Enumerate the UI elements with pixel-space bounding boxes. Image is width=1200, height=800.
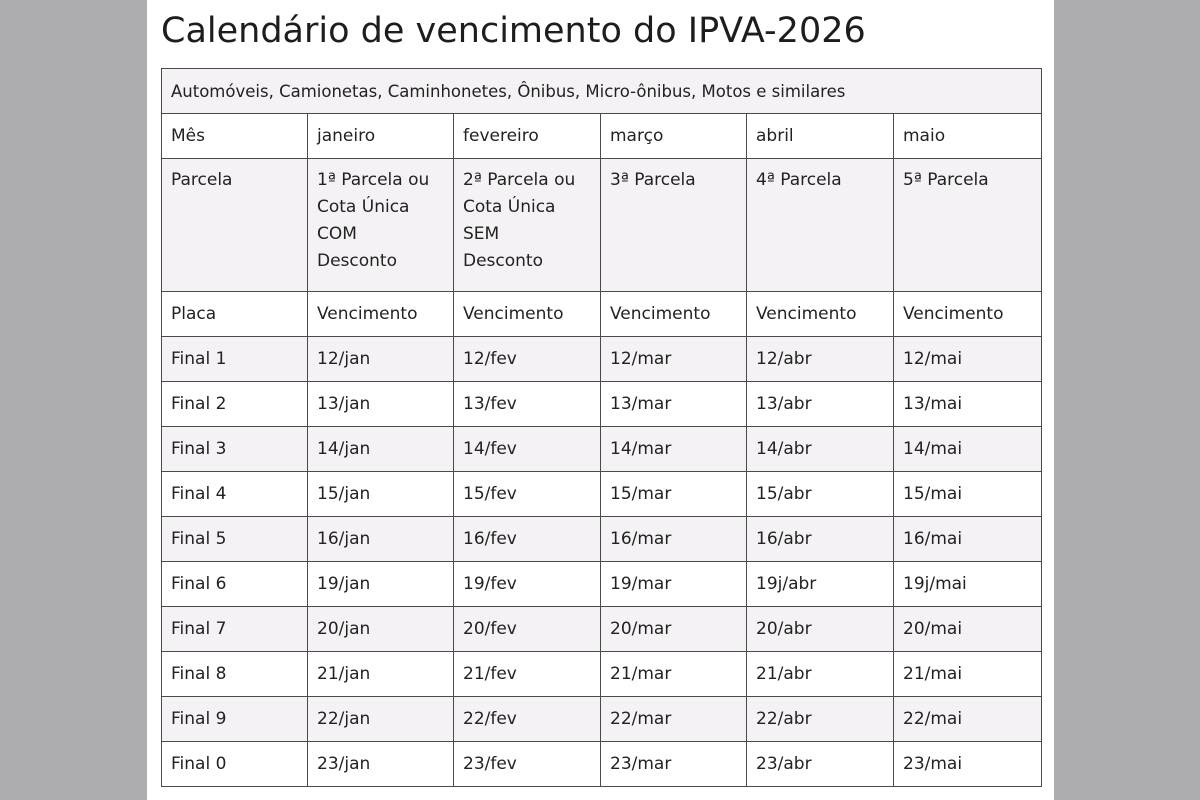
table-row [162,337,1042,382]
due-date-cell: 23/mai [894,742,1042,787]
due-date-cell: 22/jan [308,697,454,742]
due-date-cell: 23/jan [308,742,454,787]
caption-row [162,69,1042,114]
parcela-cell [601,159,747,292]
parcela-cell [308,159,454,292]
due-date-cell: 20/mar [601,607,747,652]
due-date-cell: 20/fev [454,607,601,652]
due-date-cell: 14/mar [601,427,747,472]
parcela-line: 1ª Parcela ou [317,170,430,190]
page-title: Calendário de vencimento do IPVA-2026 [161,11,866,51]
parcela-line: 5ª Parcela [903,170,989,190]
table-row [162,652,1042,697]
due-date-cell: 20/mai [894,607,1042,652]
due-date-cell: 14/abr [747,427,894,472]
due-date-cell: 15/jan [308,472,454,517]
table-row [162,562,1042,607]
month-cell: fevereiro [454,114,601,159]
parcela-line: Cota Única [317,197,410,217]
due-date-cell: 20/jan [308,607,454,652]
due-date-cell: 15/abr [747,472,894,517]
parcela-line: Parcela [171,170,233,190]
due-date-cell: 21/abr [747,652,894,697]
plate-final-cell: Final 2 [162,382,308,427]
month-header-cell: Mês [162,114,308,159]
parcela-line: COM [317,224,357,244]
due-date-cell: 19j/mai [894,562,1042,607]
plate-final-cell: Final 1 [162,337,308,382]
due-date-cell: 22/mar [601,697,747,742]
due-date-cell: 16/abr [747,517,894,562]
due-date-cell: 13/mar [601,382,747,427]
due-date-cell: 13/mai [894,382,1042,427]
vehicle-category-caption: Automóveis, Camionetas, Caminhonetes, Ônibus, Micro-ônibus, Motos e similares [162,69,1042,114]
due-date-cell: 16/mar [601,517,747,562]
due-date-cell: 12/fev [454,337,601,382]
due-date-cell: 12/mar [601,337,747,382]
due-date-cell: 13/jan [308,382,454,427]
month-cell: maio [894,114,1042,159]
ipva-calendar-table [161,68,1042,787]
due-date-cell: 14/jan [308,427,454,472]
due-date-cell: 13/abr [747,382,894,427]
parcela-line: 3ª Parcela [610,170,696,190]
parcela-line: 4ª Parcela [756,170,842,190]
due-date-cell: 23/fev [454,742,601,787]
plate-final-cell: Final 4 [162,472,308,517]
month-cell: abril [747,114,894,159]
placa-header-row [162,292,1042,337]
due-date-cell: 16/jan [308,517,454,562]
due-date-cell: 19j/abr [747,562,894,607]
parcela-line: SEM [463,224,500,244]
due-date-cell: 23/mar [601,742,747,787]
placa-header-cell: Placa [162,292,308,337]
due-date-cell: 22/abr [747,697,894,742]
parcela-row [162,159,1042,292]
due-date-cell: 15/fev [454,472,601,517]
parcela-cell [747,159,894,292]
due-date-cell: 12/mai [894,337,1042,382]
due-date-cell: 14/mai [894,427,1042,472]
parcela-header-cell [162,159,308,292]
parcela-line: Cota Única [463,197,556,217]
vencimento-header-cell: Vencimento [747,292,894,337]
table-row [162,697,1042,742]
table-row [162,472,1042,517]
month-row [162,114,1042,159]
month-cell: janeiro [308,114,454,159]
table-body [162,69,1042,787]
plate-final-cell: Final 9 [162,697,308,742]
parcela-cell [454,159,601,292]
page-content [147,0,1054,800]
table-row [162,607,1042,652]
due-date-cell: 21/mar [601,652,747,697]
plate-final-cell: Final 6 [162,562,308,607]
plate-final-cell: Final 3 [162,427,308,472]
month-cell: março [601,114,747,159]
due-date-cell: 21/mai [894,652,1042,697]
plate-final-cell: Final 8 [162,652,308,697]
due-date-cell: 16/fev [454,517,601,562]
due-date-cell: 12/jan [308,337,454,382]
parcela-line: 2ª Parcela ou [463,170,576,190]
due-date-cell: 21/fev [454,652,601,697]
due-date-cell: 14/fev [454,427,601,472]
plate-final-cell: Final 0 [162,742,308,787]
due-date-cell: 19/mar [601,562,747,607]
parcela-line: Desconto [463,251,543,271]
due-date-cell: 22/mai [894,697,1042,742]
due-date-cell: 22/fev [454,697,601,742]
parcela-line: Desconto [317,251,397,271]
due-date-cell: 19/jan [308,562,454,607]
vencimento-header-cell: Vencimento [454,292,601,337]
table-row [162,742,1042,787]
vencimento-header-cell: Vencimento [894,292,1042,337]
plate-final-cell: Final 5 [162,517,308,562]
due-date-cell: 23/abr [747,742,894,787]
vencimento-header-cell: Vencimento [308,292,454,337]
due-date-cell: 21/jan [308,652,454,697]
due-date-cell: 15/mar [601,472,747,517]
table-row [162,382,1042,427]
plate-final-cell: Final 7 [162,607,308,652]
parcela-cell [894,159,1042,292]
due-date-cell: 20/abr [747,607,894,652]
vencimento-header-cell: Vencimento [601,292,747,337]
table-row [162,427,1042,472]
due-date-cell: 19/fev [454,562,601,607]
due-date-cell: 15/mai [894,472,1042,517]
table-row [162,517,1042,562]
due-date-cell: 12/abr [747,337,894,382]
due-date-cell: 16/mai [894,517,1042,562]
due-date-cell: 13/fev [454,382,601,427]
